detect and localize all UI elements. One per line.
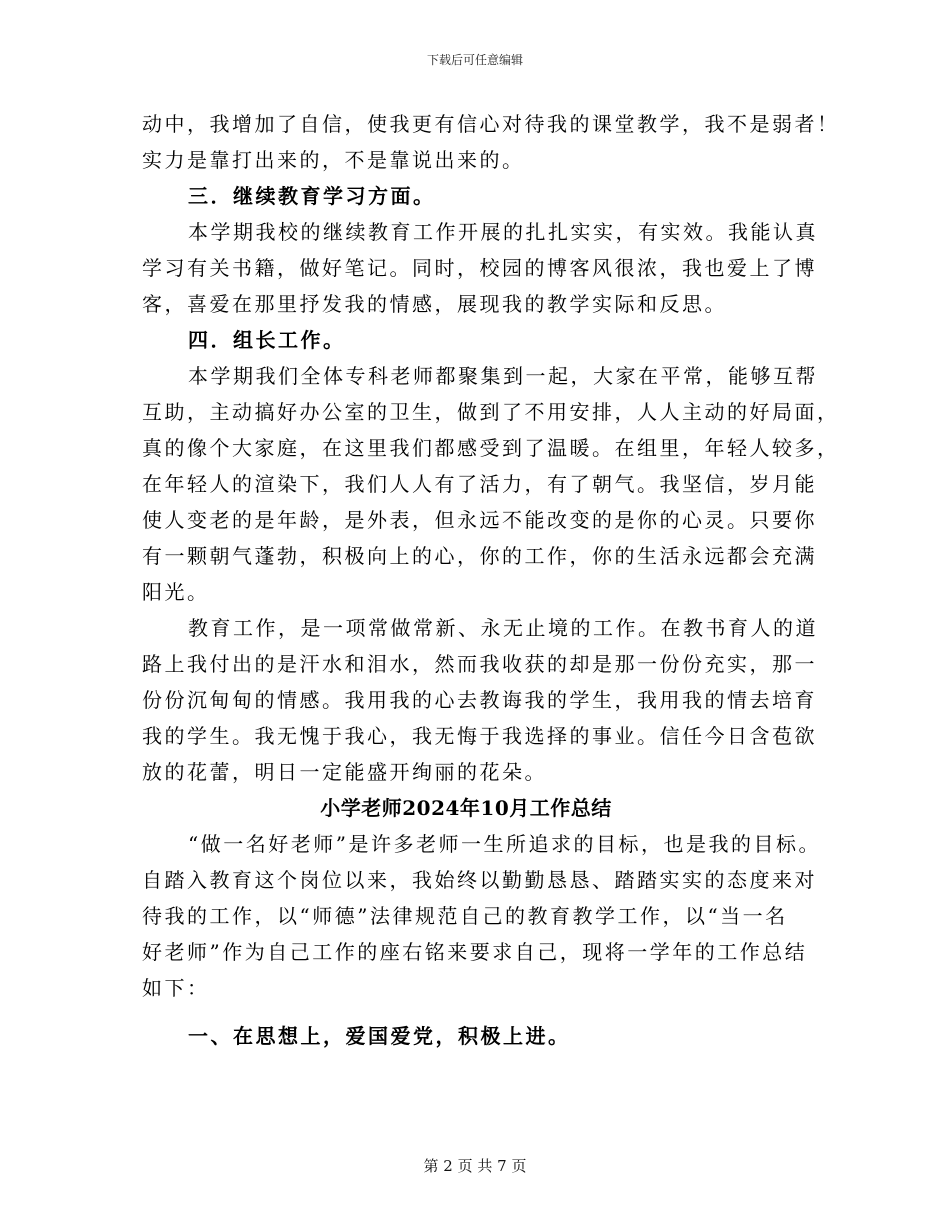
section-heading-1: 一、在思想上，爱国爱党，积极上进。	[188, 1024, 571, 1048]
paragraph-line: 好老师”作为自己工作的座右铭来要求自己，现将一学年的工作总结	[142, 940, 808, 964]
paragraph-line: 路上我付出的是汗水和泪水，然而我收获的却是那一份份充实，那一	[142, 652, 817, 676]
paragraph-line: 动中，我增加了自信，使我更有信心对待我的课堂教学，我不是弱者！	[142, 112, 840, 136]
paragraph-line: 如下：	[142, 976, 210, 1000]
document-title: 小学老师2024年10月工作总结	[320, 796, 612, 820]
paragraph-line: 待我的工作，以“师德”法律规范自己的教育教学工作，以“当一名	[142, 904, 788, 928]
paragraph-line: 阳光。	[142, 580, 210, 604]
paragraph-line: 互助，主动搞好办公室的卫生，做到了不用安排，人人主动的好局面，	[142, 400, 840, 424]
page-header: 下载后可任意编辑	[426, 53, 523, 67]
spacer	[142, 1006, 810, 1018]
paragraph-line: 使人变老的是年龄，是外表，但永远不能改变的是你的心灵。只要你	[142, 508, 817, 532]
paragraph-line: 有一颗朝气蓬勃，积极向上的心，你的工作，你的生活永远都会充满	[142, 544, 817, 568]
section-heading-4: 四．组长工作。	[188, 328, 346, 352]
paragraph-line: 自踏入教育这个岗位以来，我始终以勤勤恳恳、踏踏实实的态度来对	[142, 868, 817, 892]
document-body	[142, 106, 840, 1054]
section-heading-3: 三．继续教育学习方面。	[188, 184, 436, 208]
paragraph-line: “做一名好老师”是许多老师一生所追求的目标，也是我的目标。	[188, 832, 821, 856]
paragraph-line: 实力是靠打出来的，不是靠说出来的。	[142, 148, 525, 172]
paragraph-line: 本学期我们全体专科老师都聚集到一起，大家在平常，能够互帮	[188, 364, 818, 388]
paragraph-line: 放的花蕾，明日一定能盛开绚丽的花朵。	[142, 760, 547, 784]
paragraph-line: 客，喜爱在那里抒发我的情感，展现我的教学实际和反思。	[142, 292, 727, 316]
paragraph-line: 教育工作，是一项常做常新、永无止境的工作。在教书育人的道	[188, 616, 818, 640]
paragraph-line: 我的学生。我无愧于我心，我无悔于我选择的事业。信任今日含苞欲	[142, 724, 817, 748]
paragraph-line: 真的像个大家庭，在这里我们都感受到了温暖。在组里，年轻人较多，	[142, 436, 840, 460]
paragraph-line: 份份沉甸甸的情感。我用我的心去教诲我的学生，我用我的情去培育	[142, 688, 817, 712]
paragraph-line: 学习有关书籍，做好笔记。同时，校园的博客风很浓，我也爱上了博	[142, 256, 817, 280]
page-number-footer: 第 2 页 共 7 页	[423, 1157, 527, 1175]
paragraph-line: 在年轻人的渲染下，我们人人有了活力，有了朝气。我坚信，岁月能	[142, 472, 817, 496]
paragraph-line: 本学期我校的继续教育工作开展的扎扎实实，有实效。我能认真	[188, 220, 818, 244]
